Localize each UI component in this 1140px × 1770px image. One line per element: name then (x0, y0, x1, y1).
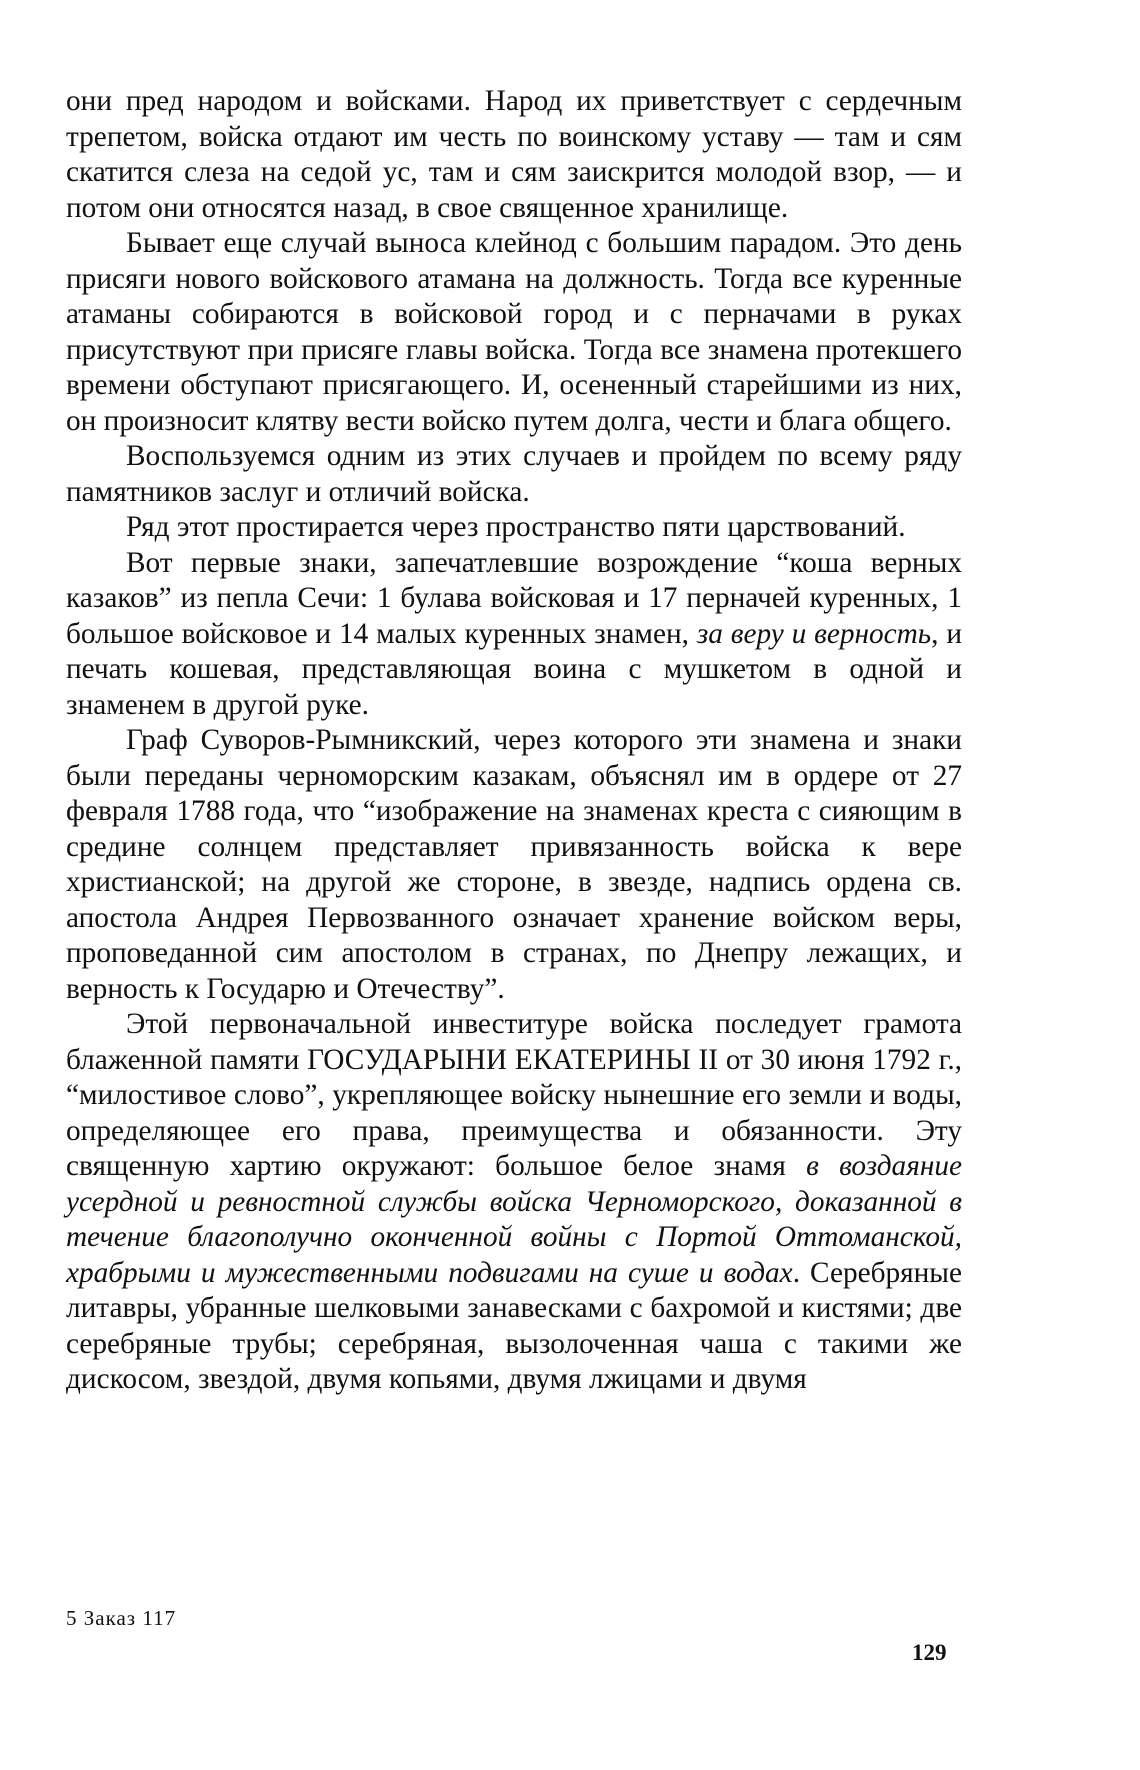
text-run: . Серебряные литавры, убранные шелковыми занавесками с бахромой и кистями; две серебряные трубы; серебряная, вызолоченная чаша с такими же дискосом, звездой, двумя копьями, двумя лжицами и двумя (66, 1256, 962, 1395)
paragraph (66, 439, 962, 510)
paragraph (66, 1007, 962, 1398)
paragraph (66, 723, 962, 1007)
paragraph (66, 84, 962, 226)
paragraph (66, 226, 962, 439)
italic-text: в воздаяние усердной и ревностной службы войска Черноморского, доказанной в течение благополучно оконченной войны с Портой Оттоманской, храбрыми и мужественными подвигами на суше и водах (66, 1150, 963, 1289)
text-run: они пред народом и войсками. Народ их приветствует с сердечным трепетом, войска отдают им честь по воинскому уставу — там и сям скатится слеза на седой ус, там и сям заискрится молодой взор, — и потом они относятся назад, в свое священное хранилище. (66, 85, 962, 224)
text-run: Граф Суворов-Рымникский, через которого эти знамена и знаки были переданы черноморским казакам, объяснял им в ордере от 27 февраля 1788 года, что “изображение на знаменах креста с сияющим в средине солнцем представляет привязанность войска к вере христианской; на другой же стороне, в звезде, надпись ордена св. апостола Андрея Первозванного означает хранение войском веры, проповеданной сим апостолом в странах, по Днепру лежащих, и верность к Государю и Отечеству”. (66, 724, 962, 1005)
text-run: , и печать кошевая, представляющая воина с мушкетом в одной и знаменем в другой руке. (66, 617, 963, 721)
text-run: Ряд этот простирается через пространство пяти царствований. (126, 511, 906, 543)
text-run: Бывает еще случай выноса клейнод с большим парадом. Это день присяги нового войскового атамана на должность. Тогда все куренные атаманы собираются в войсковой город и с перначами в руках присутствуют при присяге главы войска. Тогда все знамена протекшего времени обступают присягающего. И, осененный старейшими из них, он произносит клятву вести войско путем долга, чести и блага общего. (66, 227, 962, 437)
paragraph (66, 510, 962, 546)
printer-signature: 5 Заказ 117 (66, 1606, 177, 1630)
text-run: Воспользуемся одним из этих случаев и пройдем по всему ряду памятников заслуг и отличий войска. (66, 440, 962, 508)
body-text (66, 84, 962, 1398)
page-number: 129 (912, 1640, 947, 1665)
text-run: Этой первоначальной инвеституре войска последует грамота блаженной памяти ГОСУДАРЫНИ ЕКАТЕРИНЫ II от 30 июня 1792 г., “милостивое слово”, укрепляющее войску нынешние его земли и воды, определяющее его права, преимущества и обязанности. Эту священную хартию окружают: большое белое знамя (66, 1008, 962, 1182)
italic-text: за веру и верность (696, 617, 932, 650)
paragraph (66, 546, 962, 724)
text-run: Вот первые знаки, запечатлевшие возрождение “коша верных казаков” из пепла Сечи: 1 булава войсковая и 17 перначей куренных, 1 большое войсковое и 14 малых куренных знамен, (66, 546, 962, 650)
